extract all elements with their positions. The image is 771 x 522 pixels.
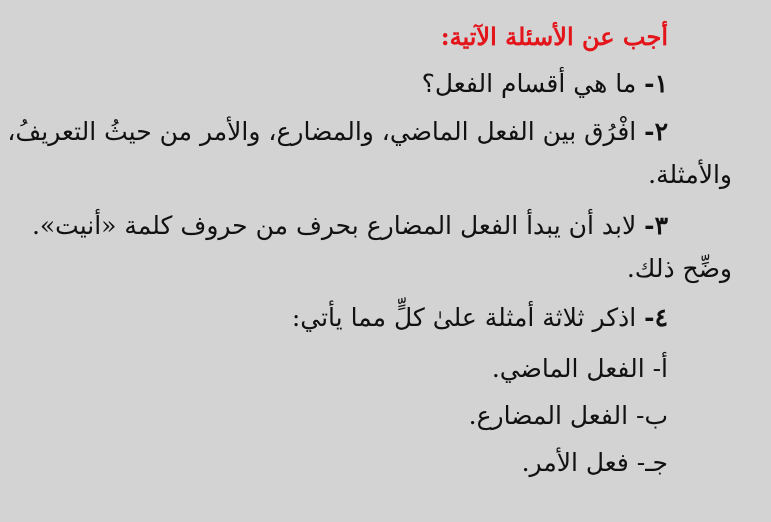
sub-item-text: فعل الأمر. bbox=[521, 448, 629, 477]
sub-item-text: الفعل المضارع. bbox=[468, 401, 629, 430]
question-3 bbox=[20, 209, 668, 243]
question-number: ٤- bbox=[644, 303, 668, 332]
sub-item-letter: أ- bbox=[652, 354, 668, 383]
question-text: ما هي أقسام الفعل؟ bbox=[421, 69, 637, 98]
question-text: اذكر ثلاثة أمثلة علىٰ كلٍّ مما يأتي: bbox=[291, 303, 637, 332]
question-4 bbox=[20, 301, 668, 335]
question-text: لابد أن يبدأ الفعل المضارع بحرف من حروف كلمة «أنيت». bbox=[31, 211, 637, 240]
question-2-continuation: والأمثلة. bbox=[648, 160, 732, 189]
sub-item-text: الفعل الماضي. bbox=[491, 354, 645, 383]
question-1 bbox=[20, 67, 668, 101]
sub-item-letter: ب- bbox=[636, 401, 668, 430]
sub-item-letter: جـ- bbox=[636, 448, 668, 477]
question-number: ٢- bbox=[644, 117, 668, 146]
question-text: افْرُق بين الفعل الماضي، والمضارع، والأمر من حيثُ التعريفُ، bbox=[7, 117, 637, 146]
question-number: ١- bbox=[644, 69, 668, 98]
exercise-heading: أجب عن الأسئلة الآتية: bbox=[440, 22, 668, 51]
sub-item-b bbox=[20, 399, 668, 433]
question-2 bbox=[7, 115, 668, 149]
sub-item-c bbox=[20, 446, 668, 480]
question-3-continuation: وضِّح ذلك. bbox=[626, 254, 732, 283]
question-number: ٣- bbox=[644, 211, 668, 240]
sub-item-a bbox=[20, 352, 668, 386]
